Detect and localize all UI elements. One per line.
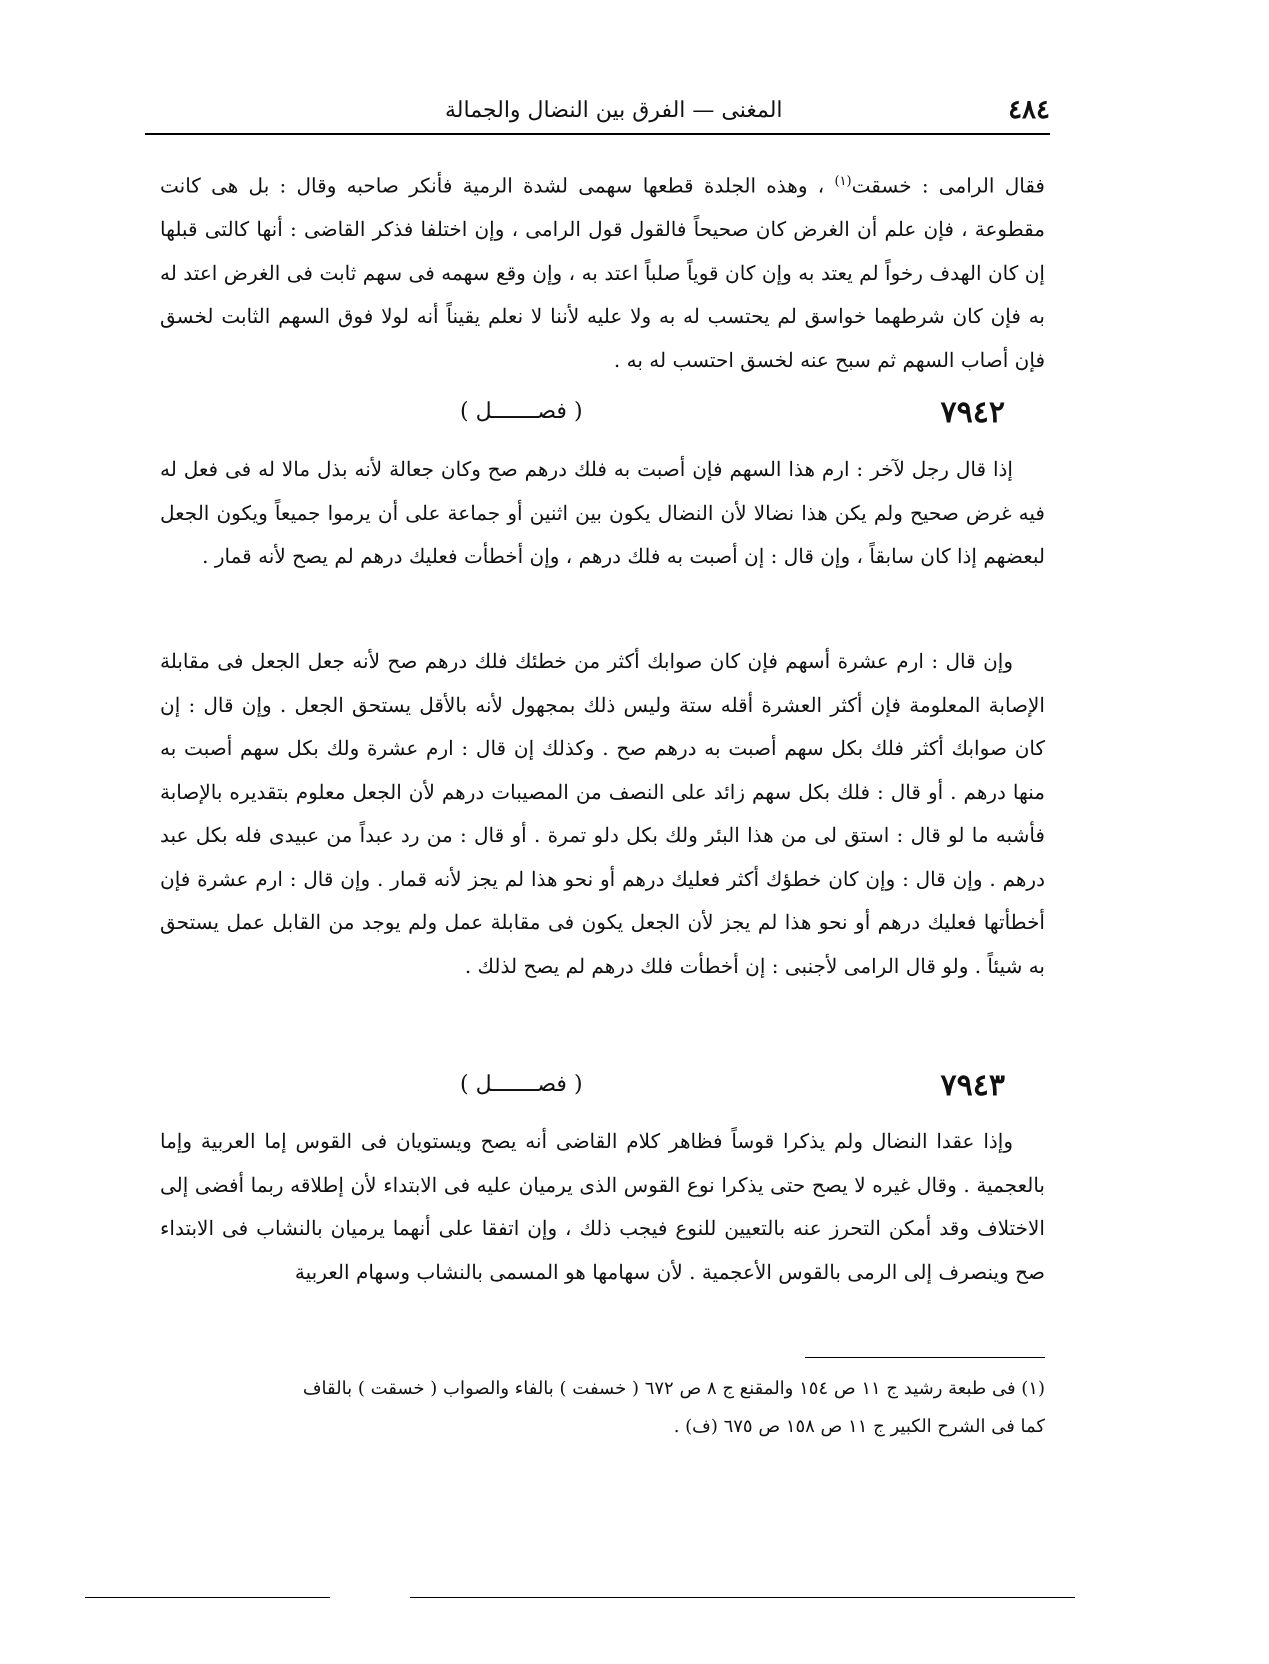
footnote-rule (805, 1357, 1045, 1358)
footnote-line: (١) فى طبعة رشيد ج ١١ ص ١٥٤ والمقنع ج ٨ ص ٦٧٢ ( خسفت ) بالفاء والصواب ( خسقت ) بالقاف (302, 1378, 1045, 1399)
paragraph-1-text-a: فقال الرامى : خسقت (851, 173, 1045, 198)
footnotes (160, 1370, 1045, 1446)
running-title: المغنى — الفرق بين النضال والجمالة (445, 97, 783, 123)
paragraph-3-text: وإن قال : ارم عشرة أسهم فإن كان صوابك أكثر من خطئك فلك درهم صح لأنه جعل الجعل فى مقابلة الإصابة المعلومة فإن أكثر العشرة أقله ستة وليس ذلك بمجهول لأنه بالأقل يستحق الجعل . وإن قال : إن كان صوابك أكثر فلك بكل سهم أصبت به درهم صح . وكذلك إن قال : ارم عشرة ولك بكل سهم أصبت به منها درهم . أو قال : فلك بكل سهم زائد على النصف من المصيبات درهم لأن الجعل معلوم بتقديره بالإصابة فأشبه ما لو قال : استق لى من هذا البئر ولك بكل دلو تمرة . أو قال : من رد عبداً من عبيدى فله بكل عبد درهم . وإن قال : وإن كان خطؤك أكثر فعليك درهم أو نحو هذا لم يجز لأنه قمار . وإن قال : ارم عشرة فإن أخطأتها فعليك درهم أو نحو هذا لم يجز لأن الجعل يكون فى مقابلة عمل ولم يوجد من القابل عمل يستحق به شيئاً . ولو قال الرامى لأجنبى : إن أخطأت فلك درهم لم يصح لذلك . (160, 649, 1045, 978)
bottom-rule-right (410, 1597, 1075, 1598)
section-heading-7943 (160, 1068, 1045, 1108)
section-label: ( فصـــــــل ) (460, 399, 583, 424)
section-number: ٧٩٤٢ (940, 395, 1005, 430)
paragraph-2-text: إذا قال رجل لآخر : ارم هذا السهم فإن أصبت به فلك درهم صح وكان جعالة لأنه بذل مالا له فى فعل له فيه غرض صحيح ولم يكن هذا نضالا لأن النضال يكون بين اثنين أو جماعة على أن يرموا جميعاً ويكون الجعل لبعضهم إذا كان سابقاً ، وإن قال : إن أصبت به فلك درهم ، وإن أخطأت فعليك درهم لم يصح لأنه قمار . (160, 457, 1045, 568)
section-number: ٧٩٤٣ (940, 1068, 1005, 1103)
section-label: ( فصـــــــل ) (460, 1072, 583, 1097)
paragraph-2 (160, 448, 1045, 579)
header-rule (145, 133, 1050, 135)
page-number: ٤٨٤ (1008, 95, 1050, 125)
paragraph-1-text-b: ، وهذه الجلدة قطعها سهمى لشدة الرمية فأنكر صاحبه وقال : بل هى كانت مقطوعة ، فإن علم أن الغرض كان صحيحاً فالقول قول الرامى ، وإن اختلفا فذكر القاضى : أنها كالتى قبلها إن كان الهدف رخواً لم يعتد به وإن كان قوياً صلباً اعتد به ، وإن وقع سهمه فى سهم ثابت فى الغرض اعتد له به فإن كان شرطهما خواسق لم يحتسب له به ولا عليه لأننا لا نعلم يقيناً أنه لولا فوق السهم الثابت لخسق فإن أصاب السهم ثم سبح عنه لخسق احتسب له به . (160, 173, 1045, 372)
page-header (145, 88, 1050, 132)
bottom-rule-left (85, 1597, 330, 1598)
paragraph-4-text: وإذا عقدا النضال ولم يذكرا قوساً فظاهر كلام القاضى أنه يصح ويستويان فى القوس إما العربية وإما بالعجمية . وقال غيره لا يصح حتى يذكرا نوع القوس الذى يرميان عليه فى الابتداء لأن إطلاقه ربما أفضى إلى الاختلاف وقد أمكن التحرز عنه بالتعيين للنوع فيجب ذلك ، وإن اتفقا على أنهما يرميان بالنشاب فى الابتداء صح وينصرف إلى الرمى بالقوس الأعجمية . لأن سهامها هو المسمى بالنشاب وسهام العربية (160, 1129, 1045, 1284)
paragraph-4 (160, 1120, 1045, 1294)
footnote-line: كما فى الشرح الكبير ج ١١ ص ١٥٨ ص ٦٧٥ (ف) . (673, 1416, 1045, 1437)
section-heading-7942 (160, 395, 1045, 435)
paragraph-1 (160, 160, 1045, 382)
footnote-ref[interactable]: (١) (834, 174, 852, 189)
paragraph-3 (160, 640, 1045, 988)
